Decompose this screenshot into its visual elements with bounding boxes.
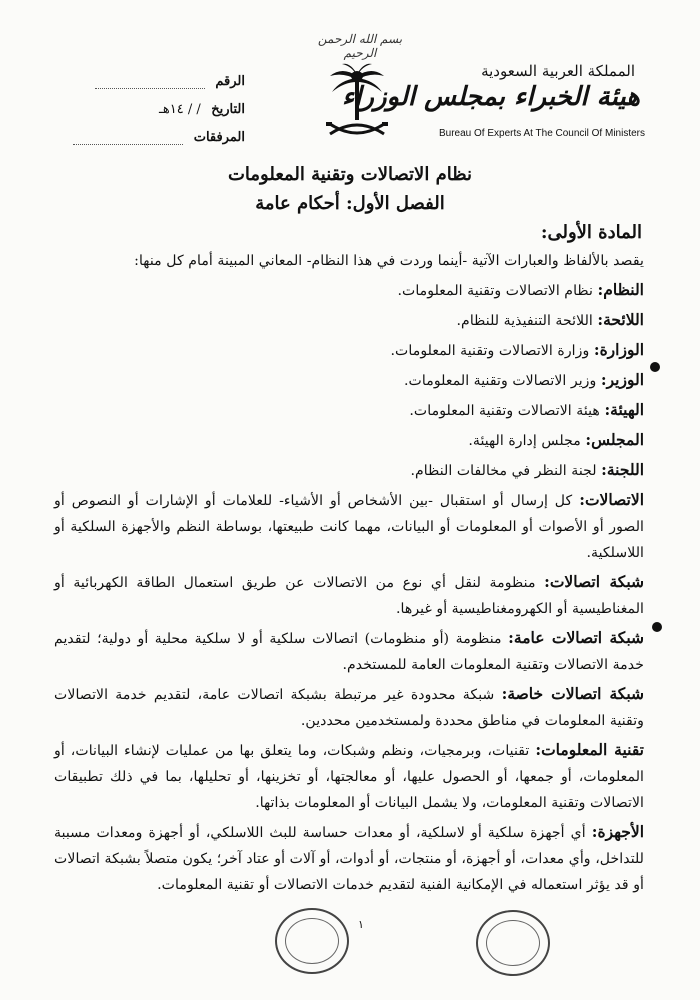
document-body (54, 248, 644, 901)
page-number: ١ (358, 918, 364, 931)
date-label: التاريخ (211, 102, 245, 117)
definition-item (54, 367, 644, 394)
definition-item (54, 487, 644, 566)
definition-item (54, 457, 644, 484)
definition-text: نظام الاتصالات وتقنية المعلومات. (397, 283, 594, 299)
definition-item (54, 427, 644, 454)
definition-item (54, 737, 644, 816)
margin-mark (652, 622, 662, 632)
definition-text: كل إرسال أو استقبال -بين الأشخاص أو الأشياء- للعلامات أو الإشارات أو النصوص أو الصور أو الأصوات أو المعلومات أو البيانات، مهما كانت طبيعتها، بوساطة النظم والأجهزة السلكية أو اللاسلكية. (54, 493, 644, 561)
organization-subtitle: هيئة الخبراء بمجلس الوزراء (341, 82, 640, 112)
definition-item (54, 569, 644, 622)
ref-label: الرقم (215, 74, 245, 89)
definition-item (54, 681, 644, 734)
definition-term: المجلس: (585, 430, 644, 449)
definition-term: شبكة اتصالات خاصة: (501, 684, 644, 703)
definition-text: وزير الاتصالات وتقنية المعلومات. (404, 373, 597, 389)
definition-term: الأجهزة: (591, 822, 645, 841)
definition-term: الاتصالات: (579, 490, 644, 509)
definition-text: تقنيات، وبرمجيات، ونظم وشبكات، وما يتعلق بها من عمليات لإنشاء البيانات، أو المعلومات، أو جمعها، أو الحصول عليها، أو معالجتها، أو تخزينها، أو تحليلها، بما في ذلك تطبيقات الاتصالات وتقنية المعلومات، ولا يشمل البيانات أو المعلومات بذاتها. (54, 743, 644, 811)
definition-term: شبكة اتصالات: (544, 572, 644, 591)
basmala-calligraphy: بسم الله الرحمن الرحيم (317, 32, 403, 60)
definition-term: اللائحة: (597, 310, 644, 329)
definition-item (54, 277, 644, 304)
ref-number-row (55, 74, 245, 89)
definition-term: تقنية المعلومات: (535, 740, 644, 759)
definition-term: الوزارة: (593, 340, 644, 359)
definition-item (54, 307, 644, 334)
definition-term: الوزير: (600, 370, 644, 389)
chapter-heading: الفصل الأول: أحكام عامة (255, 193, 445, 214)
date-value: / / ١٤هـ (159, 102, 201, 117)
date-row (55, 102, 245, 117)
definition-item (54, 819, 644, 898)
document-title: نظام الاتصالات وتقنية المعلومات (227, 164, 472, 185)
official-stamp (275, 908, 349, 974)
attachments-line (73, 144, 183, 145)
margin-mark (650, 362, 660, 372)
definition-term: النظام: (597, 280, 644, 299)
attachments-row (55, 130, 245, 145)
definition-text: شبكة محدودة غير مرتبطة بشبكة اتصالات عامة، لتقديم خدمة الاتصالات وتقنية المعلومات في مناطق محددة ولمستخدمين محددين. (54, 687, 644, 729)
article-heading: المادة الأولى: (540, 222, 642, 243)
definition-term: شبكة اتصالات عامة: (508, 628, 644, 647)
definition-item (54, 337, 644, 364)
organization-name: المملكة العربية السعودية (481, 62, 635, 80)
definition-text: أي أجهزة سلكية أو لاسلكية، أو معدات حساسة للبث اللاسلكي، أو أجهزة ومعدات مسببة للتداخل، وأي معدات، أو أجهزة، أو منتجات، أو أدوات، أو آلات أو عتاد آخر؛ يكون متصلاً بشبكة اتصالات أو قد يؤثر استعماله في الإمكانية الفنية لتقديم خدمات الاتصالات أو تقنية المعلومات. (54, 825, 644, 893)
definition-text: لجنة النظر في مخالفات النظام. (410, 463, 597, 479)
definition-term: اللجنة: (601, 460, 644, 479)
definition-item (54, 625, 644, 678)
definition-text: مجلس إدارة الهيئة. (468, 433, 581, 449)
organization-name-english: Bureau Of Experts At The Council Of Ministers (438, 128, 645, 139)
definition-text: منظومة لنقل أي نوع من الاتصالات عن طريق استعمال الطاقة الكهربائية أو المغناطيسية أو الكهرومغناطيسية أو غيرها. (54, 575, 644, 617)
definition-text: منظومة (أو منظومات) اتصالات سلكية أو لا سلكية محلية أو دولية؛ لتقديم خدمة الاتصالات وتقنية المعلومات العامة للمستخدم. (54, 631, 644, 673)
definition-text: اللائحة التنفيذية للنظام. (456, 313, 593, 329)
definition-text: وزارة الاتصالات وتقنية المعلومات. (390, 343, 590, 359)
definition-text: هيئة الاتصالات وتقنية المعلومات. (409, 403, 600, 419)
attachments-label: المرفقات (193, 130, 245, 145)
definition-term: الهيئة: (604, 400, 644, 419)
ref-line (95, 88, 205, 89)
intro-paragraph: يقصد بالألفاظ والعبارات الآتية -أينما وردت في هذا النظام- المعاني المبينة أمام كل منها: (134, 253, 644, 269)
definition-item (54, 397, 644, 424)
official-stamp (476, 910, 550, 976)
